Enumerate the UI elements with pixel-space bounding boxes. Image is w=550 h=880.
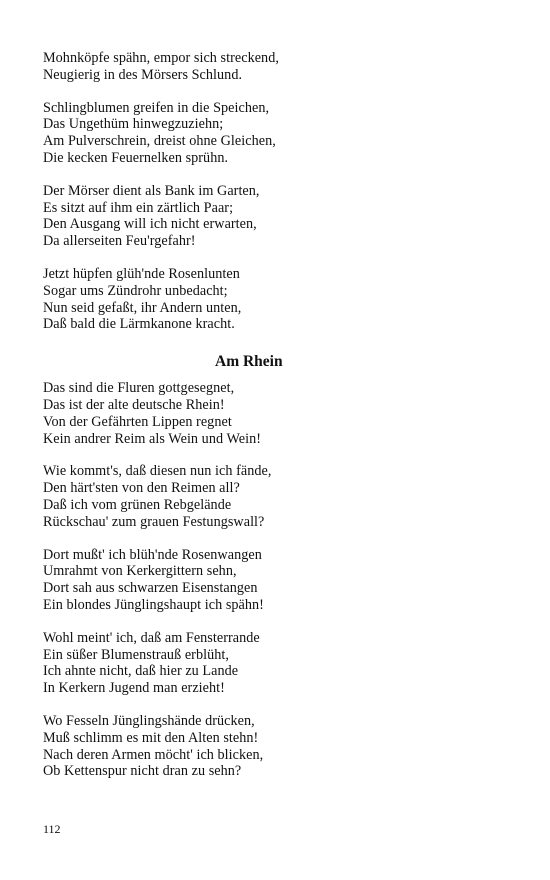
verse-line: Am Pulverschrein, dreist ohne Gleichen, — [43, 133, 276, 150]
verse-line: Den härt'sten von den Reimen all? — [43, 480, 240, 497]
poem-title: Am Rhein — [215, 353, 283, 371]
stanza — [43, 547, 513, 614]
stanza — [43, 183, 513, 250]
stanza — [43, 713, 513, 780]
verse-line: Jetzt hüpfen glüh'nde Rosenlunten — [43, 265, 240, 282]
verse-line: Nun seid gefaßt, ihr Andern unten, — [43, 299, 242, 316]
verse-line: Das sind die Fluren gottgesegnet, — [43, 380, 235, 397]
stanza — [43, 50, 513, 84]
stanza — [43, 380, 513, 447]
verse-line: Dort sah aus schwarzen Eisenstangen — [43, 580, 258, 597]
verse-line: Die kecken Feuernelken sprühn. — [43, 149, 229, 166]
verse-line: Von der Gefährten Lippen regnet — [43, 413, 232, 430]
verse-line: Ob Kettenspur nicht dran zu sehn? — [43, 763, 242, 780]
verse-line: Daß bald die Lärmkanone kracht. — [43, 316, 235, 333]
verse-line: Muß schlimm es mit den Alten stehn! — [43, 729, 259, 746]
verse-line: Umrahmt von Kerkergittern sehn, — [43, 563, 237, 580]
verse-line: Wie kommt's, daß diesen nun ich fände, — [43, 463, 272, 480]
verse-line: Daß ich vom grünen Rebgelände — [43, 496, 232, 513]
verse-line: Wohl meint' ich, daß am Fensterrande — [43, 629, 260, 646]
verse-line: Wo Fesseln Jünglingshände drücken, — [43, 712, 255, 729]
stanza — [43, 463, 513, 530]
verse-line: Dort mußt' ich blüh'nde Rosenwangen — [43, 546, 262, 563]
verse-line: In Kerkern Jugend man erzieht! — [43, 680, 225, 697]
verse-line: Ich ahnte nicht, daß hier zu Lande — [43, 663, 239, 680]
verse-line: Nach deren Armen möcht' ich blicken, — [43, 746, 264, 763]
verse-line: Der Mörser dient als Bank im Garten, — [43, 182, 260, 199]
stanza — [43, 266, 513, 333]
verse-line: Mohnköpfe spähn, empor sich streckend, — [43, 50, 279, 66]
verse-line: Neugierig in des Mörsers Schlund. — [43, 66, 243, 83]
verse-line: Das Ungethüm hinwegzuziehn; — [43, 116, 224, 133]
verse-line: Das ist der alte deutsche Rhein! — [43, 396, 225, 413]
verse-line: Kein andrer Reim als Wein und Wein! — [43, 430, 262, 447]
verse-line: Ein blondes Jünglingshaupt ich spähn! — [43, 596, 264, 613]
stanza — [43, 100, 513, 167]
page-content — [43, 50, 513, 796]
verse-line: Rückschau' zum grauen Festungswall? — [43, 513, 265, 530]
verse-line: Den Ausgang will ich nicht erwarten, — [43, 216, 257, 233]
verse-line: Sogar ums Zündrohr unbedacht; — [43, 282, 228, 299]
verse-line: Ein süßer Blumenstrauß erblüht, — [43, 646, 229, 663]
verse-line: Da allerseiten Feu'rgefahr! — [43, 233, 196, 250]
stanza — [43, 630, 513, 697]
verse-line: Es sitzt auf ihm ein zärtlich Paar; — [43, 199, 234, 216]
page-number: 112 — [43, 822, 61, 836]
verse-line: Schlingblumen greifen in die Speichen, — [43, 99, 270, 116]
